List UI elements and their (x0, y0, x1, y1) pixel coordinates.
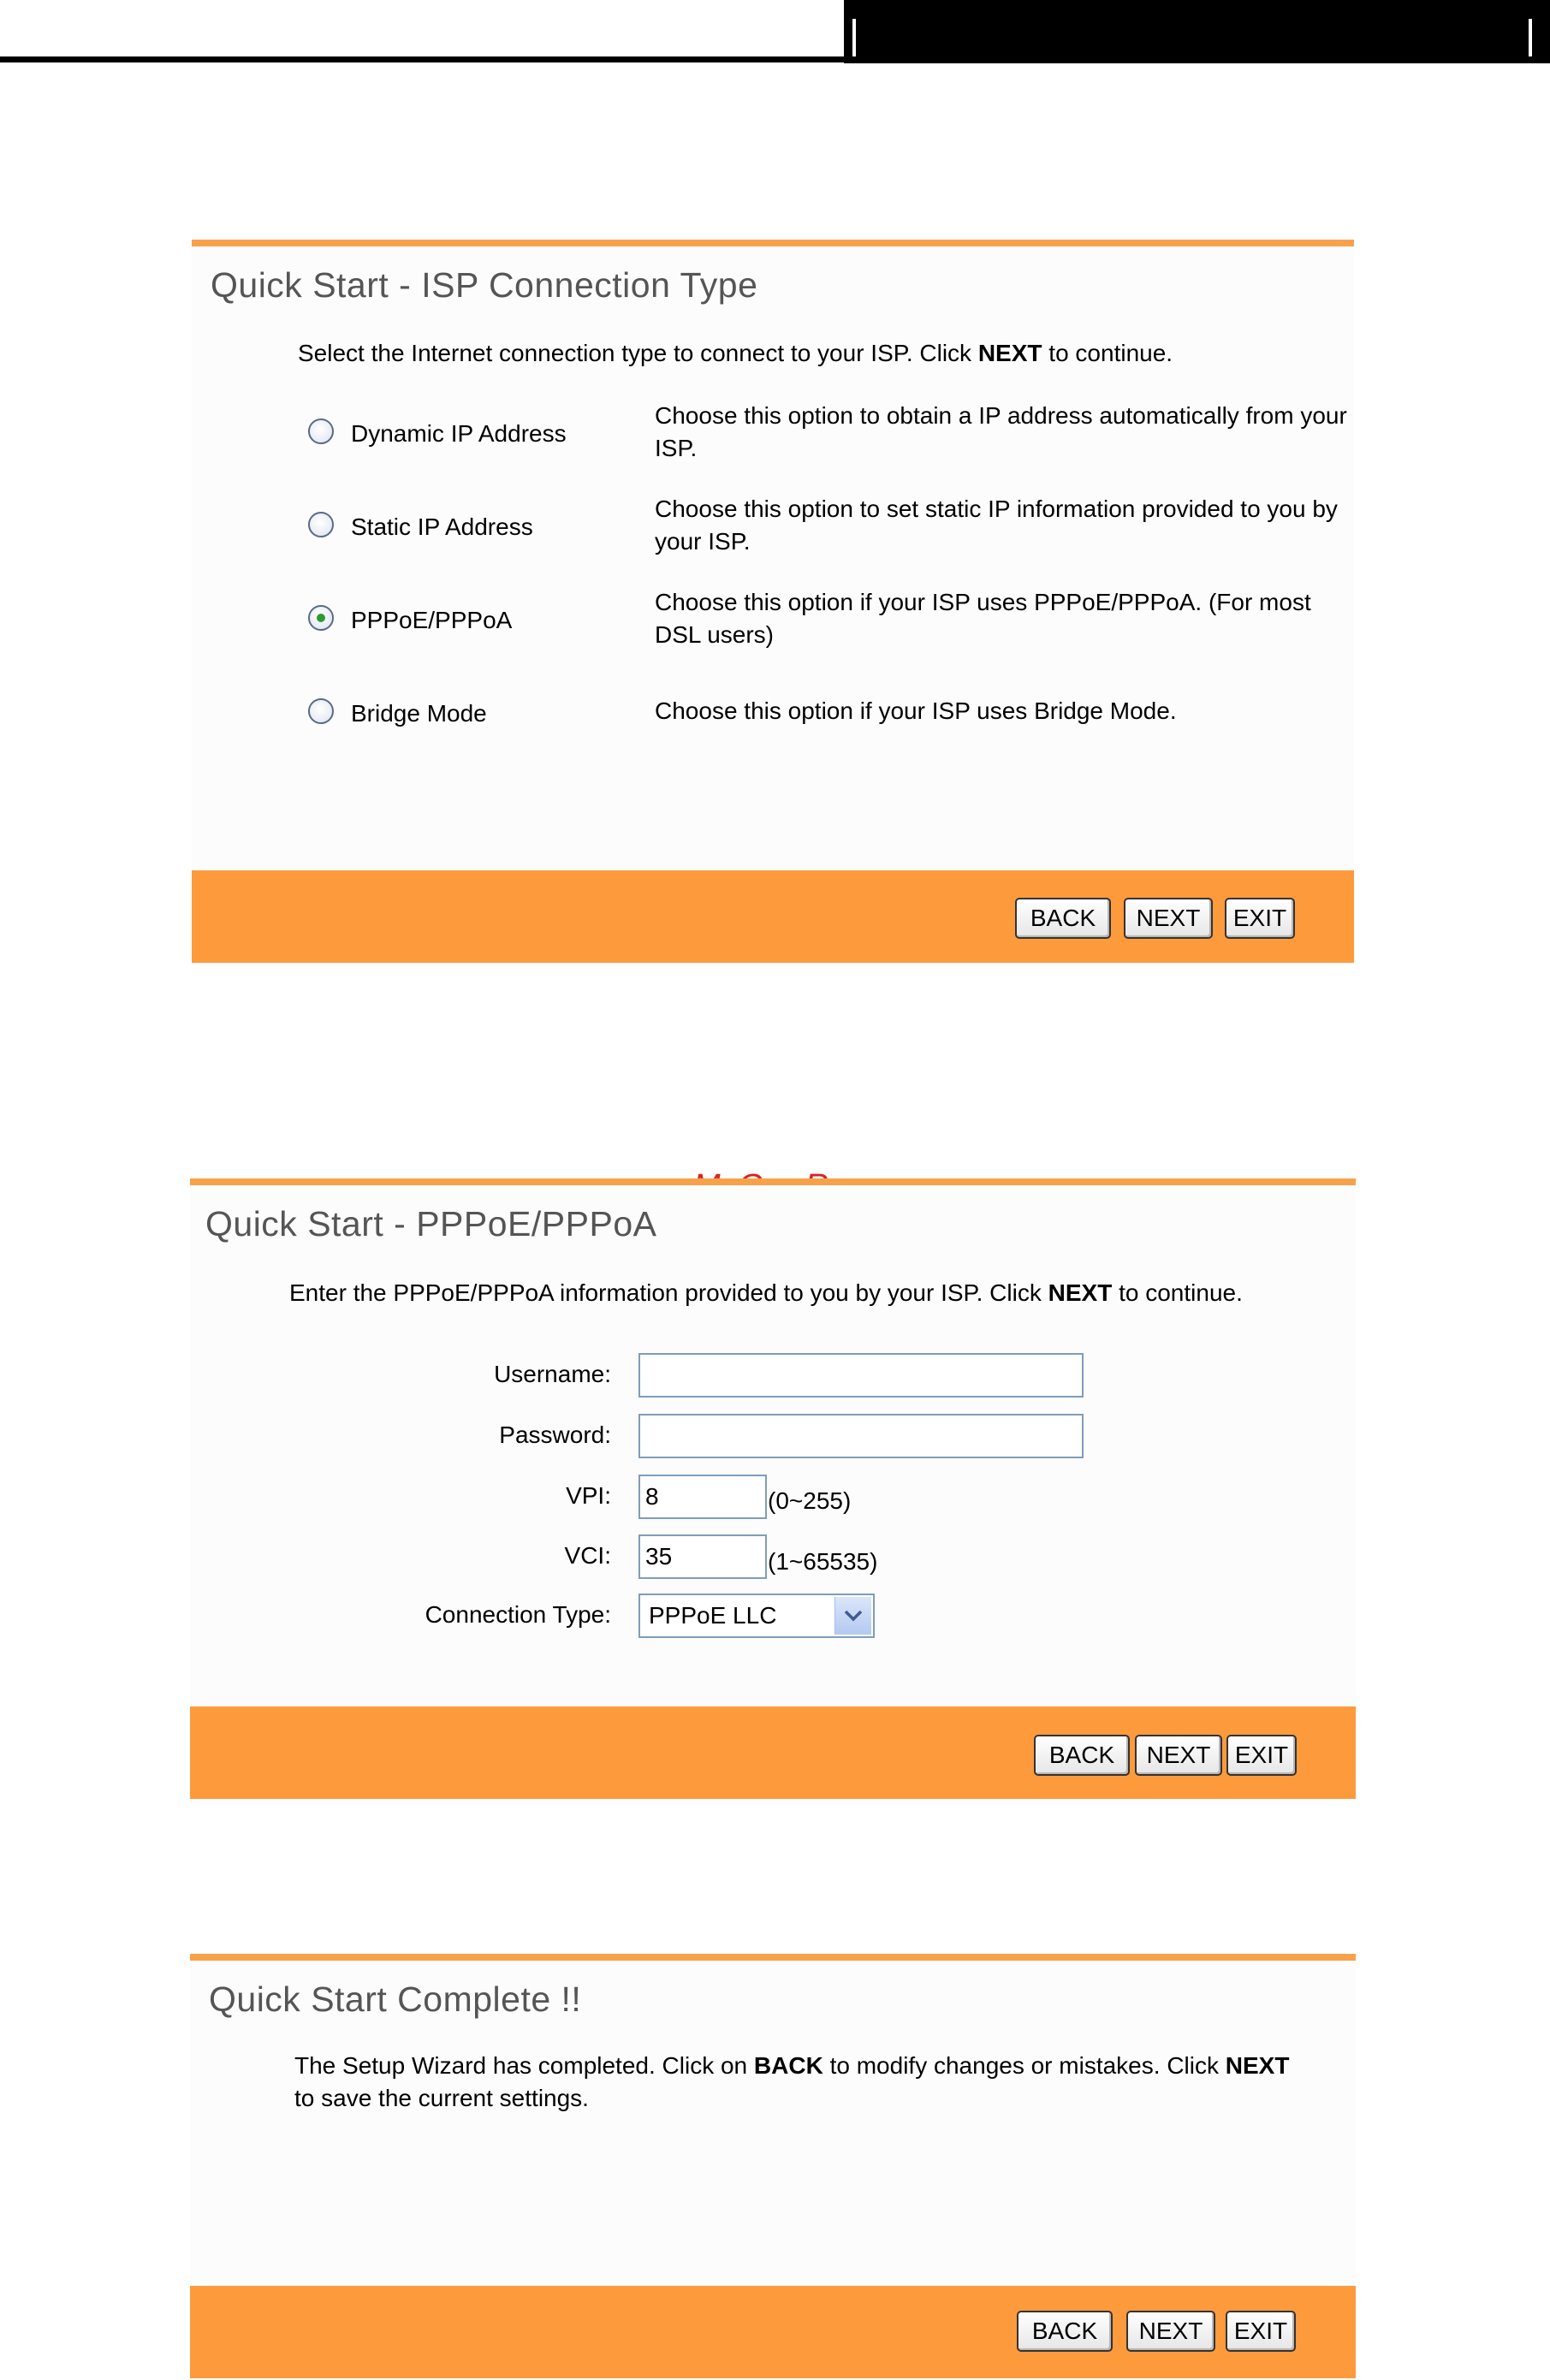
complete-panel (190, 1954, 1356, 2378)
option-label-bridge-mode: Bridge Mode (351, 700, 487, 727)
panel-footer (192, 870, 1354, 963)
vci-input[interactable] (638, 1534, 767, 1579)
instruction-text: Select the Internet connection type to connect to your ISP. Click NEXT to continue. (298, 340, 1173, 366)
radio-static-ip[interactable] (308, 512, 334, 537)
exit-button[interactable]: EXIT (1226, 1735, 1297, 1776)
page-title: Quick Start - ISP Connection Type (211, 265, 758, 305)
back-button[interactable]: BACK (1017, 2311, 1113, 2352)
connection-type-select[interactable] (638, 1594, 875, 1638)
radio-pppoe[interactable] (308, 605, 334, 631)
next-button[interactable]: NEXT (1124, 898, 1213, 939)
vci-label: VCI: (564, 1542, 611, 1569)
header-rule (0, 56, 847, 62)
option-desc-dynamic-ip: Choose this option to obtain a IP address automatically from your ISP. (655, 402, 1347, 461)
chevron-down-icon[interactable] (834, 1597, 871, 1635)
option-label-dynamic-ip: Dynamic IP Address (351, 420, 567, 447)
page-title: Quick Start Complete !! (209, 1979, 582, 2019)
panel-footer (190, 1706, 1356, 1799)
username-input[interactable] (638, 1353, 1084, 1398)
password-input[interactable] (638, 1414, 1084, 1458)
panel-footer (190, 2286, 1356, 2378)
exit-button[interactable]: EXIT (1226, 2311, 1296, 2352)
vpi-input[interactable] (638, 1475, 767, 1519)
panel-top-bar (190, 1178, 1356, 1185)
panel-top-bar (190, 1954, 1356, 1961)
pppoe-panel (190, 1178, 1356, 1799)
back-button[interactable]: BACK (1015, 898, 1111, 939)
option-desc-pppoe: Choose this option if your ISP uses PPPoE/PPPoA. (For most DSL users) (655, 589, 1311, 648)
option-label-static-ip: Static IP Address (351, 513, 533, 540)
option-desc-bridge-mode: Choose this option if your ISP uses Bridge Mode. (655, 697, 1177, 724)
vpi-label: VPI: (566, 1482, 611, 1509)
radio-dynamic-ip[interactable] (308, 418, 334, 444)
password-label: Password: (499, 1421, 611, 1448)
header-block (844, 0, 1550, 63)
completion-text: The Setup Wizard has completed. Click on BACK to modify changes or mistakes. Click NEXT to save the current settings. (294, 2052, 1290, 2111)
vpi-range: (0~255) (768, 1487, 852, 1514)
instruction-text: Enter the PPPoE/PPPoA information provided to you by your ISP. Click NEXT to continue. (289, 1279, 1243, 1306)
next-button[interactable]: NEXT (1126, 2311, 1215, 2352)
connection-type-value: PPPoE LLC (649, 1602, 777, 1629)
page-title: Quick Start - PPPoE/PPPoA (205, 1204, 657, 1243)
header-tick-left (852, 19, 856, 56)
username-label: Username: (494, 1361, 611, 1387)
radio-bridge-mode[interactable] (308, 698, 334, 724)
isp-connection-panel (192, 240, 1354, 963)
vci-range: (1~65535) (768, 1548, 878, 1575)
panel-top-bar (192, 240, 1354, 246)
option-label-pppoe: PPPoE/PPPoA (351, 607, 513, 633)
option-desc-static-ip: Choose this option to set static IP information provided to you by your ISP. (655, 496, 1338, 555)
connection-type-label: Connection Type: (425, 1601, 611, 1628)
back-button[interactable]: BACK (1034, 1735, 1130, 1776)
next-button[interactable]: NEXT (1135, 1735, 1222, 1776)
header-tick-right (1529, 19, 1532, 56)
exit-button[interactable]: EXIT (1225, 898, 1295, 939)
